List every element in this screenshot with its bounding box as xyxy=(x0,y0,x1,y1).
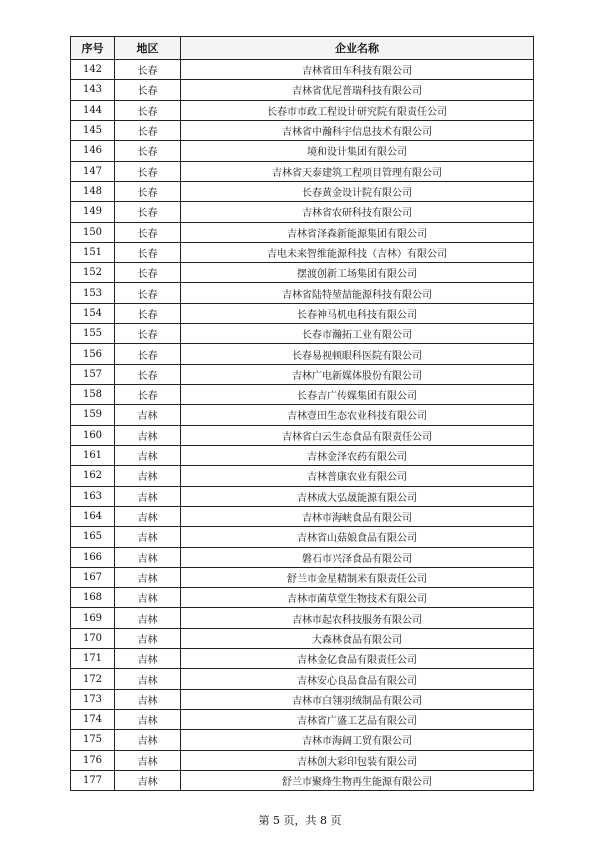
row-region: 长春 xyxy=(115,303,181,323)
row-index: 169 xyxy=(71,608,115,628)
table-row xyxy=(71,669,534,689)
table-row xyxy=(71,486,534,506)
row-company-name: 吉林市菌草堂生物技术有限公司 xyxy=(181,588,534,608)
table-row xyxy=(71,506,534,526)
table-row xyxy=(71,547,534,567)
row-index: 146 xyxy=(71,141,115,161)
row-index: 163 xyxy=(71,486,115,506)
row-company-name: 长春市市政工程设计研究院有限责任公司 xyxy=(181,100,534,120)
row-index: 174 xyxy=(71,710,115,730)
table-row xyxy=(71,608,534,628)
row-index: 153 xyxy=(71,283,115,303)
row-region: 长春 xyxy=(115,120,181,140)
row-region: 吉林 xyxy=(115,608,181,628)
row-region: 长春 xyxy=(115,161,181,181)
row-index: 145 xyxy=(71,120,115,140)
table-row xyxy=(71,222,534,242)
table-row xyxy=(71,628,534,648)
row-index: 157 xyxy=(71,364,115,384)
row-index: 142 xyxy=(71,60,115,80)
row-region: 吉林 xyxy=(115,486,181,506)
row-region: 吉林 xyxy=(115,649,181,669)
row-company-name: 吉林省陆特堃喆能源科技有限公司 xyxy=(181,283,534,303)
row-company-name: 吉林成大弘晟能源有限公司 xyxy=(181,486,534,506)
row-company-name: 吉林省中瀚科宇信息技术有限公司 xyxy=(181,120,534,140)
row-company-name: 大森林食品有限公司 xyxy=(181,628,534,648)
table-row xyxy=(71,588,534,608)
row-index: 159 xyxy=(71,405,115,425)
row-region: 吉林 xyxy=(115,547,181,567)
row-region: 长春 xyxy=(115,324,181,344)
row-index: 176 xyxy=(71,750,115,770)
table-row xyxy=(71,567,534,587)
row-index: 177 xyxy=(71,770,115,790)
row-index: 151 xyxy=(71,242,115,262)
row-company-name: 吉林市起农科技服务有限公司 xyxy=(181,608,534,628)
row-index: 160 xyxy=(71,425,115,445)
row-region: 吉林 xyxy=(115,425,181,445)
table-row xyxy=(71,750,534,770)
row-region: 长春 xyxy=(115,202,181,222)
table-row xyxy=(71,385,534,405)
table-row xyxy=(71,141,534,161)
table-body xyxy=(71,60,534,791)
table-row xyxy=(71,120,534,140)
row-company-name: 吉林创大彩印包装有限公司 xyxy=(181,750,534,770)
row-index: 155 xyxy=(71,324,115,344)
row-company-name: 吉林市海阔工贸有限公司 xyxy=(181,730,534,750)
row-company-name: 吉林省田车科技有限公司 xyxy=(181,60,534,80)
row-region: 长春 xyxy=(115,141,181,161)
row-region: 长春 xyxy=(115,80,181,100)
row-index: 167 xyxy=(71,567,115,587)
row-region: 长春 xyxy=(115,344,181,364)
row-region: 吉林 xyxy=(115,750,181,770)
row-index: 172 xyxy=(71,669,115,689)
row-company-name: 吉林省白云生态食品有限责任公司 xyxy=(181,425,534,445)
row-company-name: 舒兰市金星精制米有限责任公司 xyxy=(181,567,534,587)
row-region: 吉林 xyxy=(115,445,181,465)
header-company-name: 企业名称 xyxy=(181,37,534,60)
row-region: 长春 xyxy=(115,222,181,242)
row-index: 165 xyxy=(71,527,115,547)
table-row xyxy=(71,80,534,100)
table-row xyxy=(71,364,534,384)
row-company-name: 吉林金亿食品有限责任公司 xyxy=(181,649,534,669)
row-company-name: 长春神马机电科技有限公司 xyxy=(181,303,534,323)
header-region: 地区 xyxy=(115,37,181,60)
row-region: 吉林 xyxy=(115,588,181,608)
table-row xyxy=(71,466,534,486)
row-index: 148 xyxy=(71,181,115,201)
row-region: 吉林 xyxy=(115,506,181,526)
row-index: 147 xyxy=(71,161,115,181)
header-index: 序号 xyxy=(71,37,115,60)
table-row xyxy=(71,730,534,750)
row-index: 144 xyxy=(71,100,115,120)
row-company-name: 吉林省农研科技有限公司 xyxy=(181,202,534,222)
table-row xyxy=(71,161,534,181)
row-index: 173 xyxy=(71,689,115,709)
table-row xyxy=(71,202,534,222)
row-company-name: 舒兰市聚烽生物再生能源有限公司 xyxy=(181,770,534,790)
table-row xyxy=(71,445,534,465)
table-row xyxy=(71,710,534,730)
row-region: 吉林 xyxy=(115,628,181,648)
table-row xyxy=(71,527,534,547)
company-table xyxy=(70,36,534,791)
row-company-name: 长春易视顿眼科医院有限公司 xyxy=(181,344,534,364)
row-region: 长春 xyxy=(115,364,181,384)
row-company-name: 磐石市兴泽食品有限公司 xyxy=(181,547,534,567)
row-index: 171 xyxy=(71,649,115,669)
row-region: 吉林 xyxy=(115,527,181,547)
table-row xyxy=(71,181,534,201)
row-region: 吉林 xyxy=(115,770,181,790)
row-index: 162 xyxy=(71,466,115,486)
table-row xyxy=(71,303,534,323)
row-index: 156 xyxy=(71,344,115,364)
row-region: 长春 xyxy=(115,242,181,262)
row-company-name: 吉林普康农业有限公司 xyxy=(181,466,534,486)
row-company-name: 吉林广电新媒体股份有限公司 xyxy=(181,364,534,384)
row-region: 长春 xyxy=(115,385,181,405)
row-company-name: 吉林省泽森新能源集团有限公司 xyxy=(181,222,534,242)
table-row xyxy=(71,344,534,364)
row-company-name: 吉林省天泰建筑工程项目管理有限公司 xyxy=(181,161,534,181)
row-company-name: 吉林省优尼普瑞科技有限公司 xyxy=(181,80,534,100)
row-region: 吉林 xyxy=(115,710,181,730)
table-row xyxy=(71,770,534,790)
row-index: 152 xyxy=(71,263,115,283)
row-region: 吉林 xyxy=(115,689,181,709)
table-row xyxy=(71,405,534,425)
company-list-sheet xyxy=(70,36,533,791)
table-row xyxy=(71,689,534,709)
row-region: 吉林 xyxy=(115,567,181,587)
row-region: 长春 xyxy=(115,100,181,120)
row-company-name: 吉林安心良品食品有限公司 xyxy=(181,669,534,689)
row-company-name: 吉林省山菇娘食品有限公司 xyxy=(181,527,534,547)
row-company-name: 吉林省广盛工艺品有限公司 xyxy=(181,710,534,730)
row-company-name: 长春吉广传媒集团有限公司 xyxy=(181,385,534,405)
row-index: 150 xyxy=(71,222,115,242)
row-index: 158 xyxy=(71,385,115,405)
row-company-name: 摆渡创新工场集团有限公司 xyxy=(181,263,534,283)
row-company-name: 吉林市海峡食品有限公司 xyxy=(181,506,534,526)
row-index: 149 xyxy=(71,202,115,222)
row-index: 170 xyxy=(71,628,115,648)
row-index: 166 xyxy=(71,547,115,567)
row-region: 吉林 xyxy=(115,466,181,486)
row-company-name: 境和设计集团有限公司 xyxy=(181,141,534,161)
table-row xyxy=(71,242,534,262)
row-company-name: 吉电未来智维能源科技（吉林）有限公司 xyxy=(181,242,534,262)
row-region: 长春 xyxy=(115,60,181,80)
table-row xyxy=(71,60,534,80)
table-row xyxy=(71,649,534,669)
table-row xyxy=(71,283,534,303)
page-footer: 第 5 页，共 8 页 xyxy=(258,814,342,827)
row-index: 168 xyxy=(71,588,115,608)
row-company-name: 长春市瀚拓工业有限公司 xyxy=(181,324,534,344)
row-region: 长春 xyxy=(115,283,181,303)
row-region: 吉林 xyxy=(115,669,181,689)
row-company-name: 长春黄金设计院有限公司 xyxy=(181,181,534,201)
row-company-name: 吉林壹田生态农业科技有限公司 xyxy=(181,405,534,425)
row-index: 161 xyxy=(71,445,115,465)
row-company-name: 吉林金泽农药有限公司 xyxy=(181,445,534,465)
row-index: 164 xyxy=(71,506,115,526)
row-region: 长春 xyxy=(115,263,181,283)
table-row xyxy=(71,324,534,344)
row-company-name: 吉林市白翎羽绒制品有限公司 xyxy=(181,689,534,709)
table-row xyxy=(71,425,534,445)
row-region: 长春 xyxy=(115,181,181,201)
row-index: 143 xyxy=(71,80,115,100)
row-region: 吉林 xyxy=(115,405,181,425)
table-header-row xyxy=(71,37,534,60)
row-index: 175 xyxy=(71,730,115,750)
table-row xyxy=(71,263,534,283)
table-row xyxy=(71,100,534,120)
row-index: 154 xyxy=(71,303,115,323)
row-region: 吉林 xyxy=(115,730,181,750)
